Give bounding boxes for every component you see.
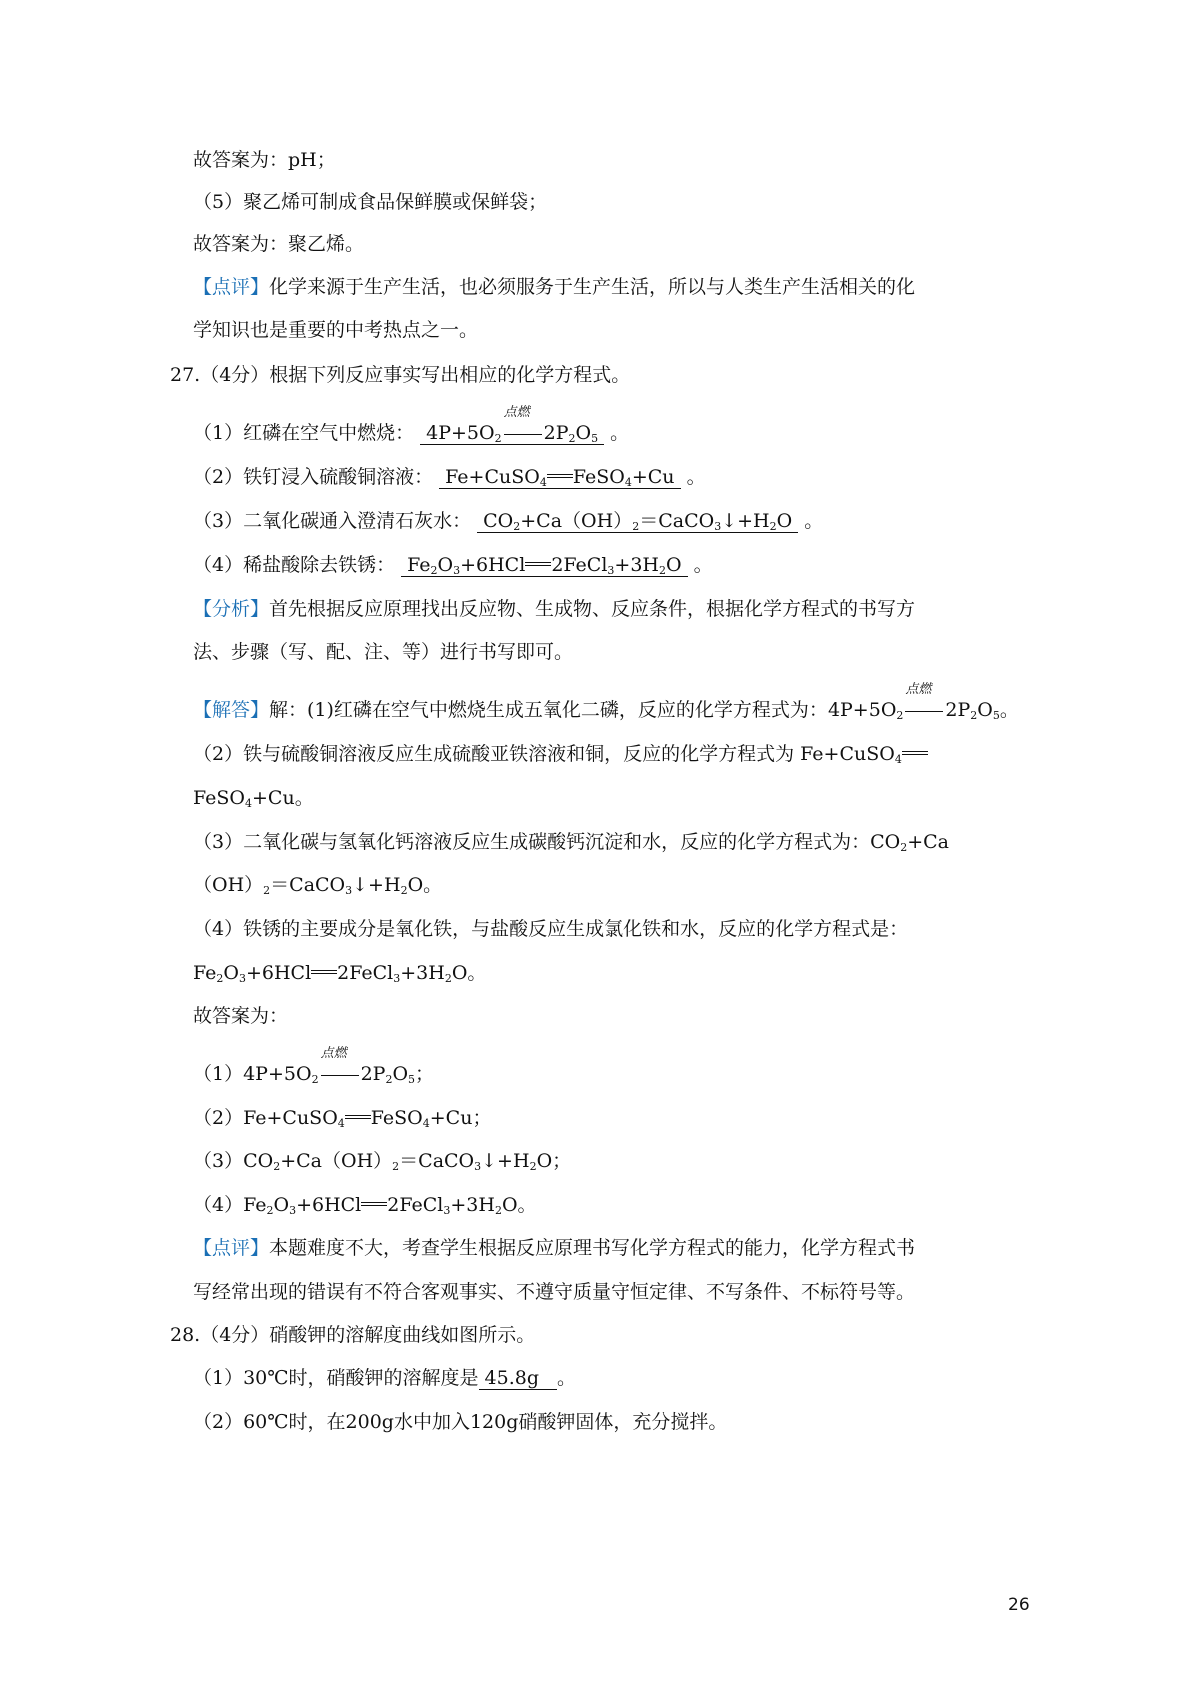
q27-4-answer: $Fe_2O_3+6HCl$ $2FeCl_3+3H_2O$	[401, 554, 687, 577]
question-27: 27.（4分）根据下列反应事实写出相应的化学方程式。	[170, 364, 631, 386]
answer-4: $(4)Fe_2O_3+6HCl$ $2FeCl_3+3H_2O$。	[193, 1194, 537, 1217]
solution-2-cont: FeSO$_4$+Cu。	[193, 787, 314, 810]
answers-head: 故答案为：	[193, 1005, 289, 1027]
comment-2-tag: 【点评】	[193, 1237, 270, 1259]
condition-label: 点燃	[503, 405, 530, 420]
analysis-cont: 法、步骤（写、配、注、等）进行书写即可。	[193, 641, 574, 663]
comment-text: 化学来源于生产生活，也必须服务于生产生活，所以与人类生产生活相关的化	[269, 276, 916, 298]
q28-1-answer: 45.8g	[479, 1367, 557, 1390]
solution-4-cont: $Fe_2O_3+6HCl$ $2FeCl_3+3H_2O$。	[193, 962, 487, 985]
answer-1: $(1)4P+5O_2$ 点燃 $2P_2O_5$；	[193, 1046, 435, 1086]
comment-1-cont: 学知识也是重要的中考热点之一。	[193, 319, 479, 341]
analysis	[193, 597, 915, 621]
solution-3: （3）二氧化碳与氢氧化钙溶液反应生成碳酸钙沉淀和水，反应的化学方程式为：$CO_2+Ca$	[193, 831, 950, 854]
analysis-tag: 【分析】	[193, 598, 270, 620]
comment-1	[193, 275, 915, 299]
solution-tag: 【解答】	[193, 699, 270, 721]
solution-1: 【解答】解：(1)红磷在空气中燃烧生成五氧化二磷，反应的化学方程式为：$4P+5O_2$ 点燃 $2P_2O_5$。	[193, 682, 1019, 722]
solution-4: （4）铁锈的主要成分是氧化铁，与盐酸反应生成氯化铁和水，反应的化学方程式是：	[193, 918, 909, 940]
q27-2-answer: Fe+CuSO$_4$ FeSO$_4$+Cu	[439, 466, 680, 489]
solution-2: （2）铁与硫酸铜溶液反应生成硫酸亚铁溶液和铜，反应的化学方程式为 Fe+CuSO$_4$	[193, 742, 928, 766]
answer-polyethylene: 故答案为：聚乙烯。	[193, 233, 365, 255]
solution-3-cont: $(OH)_2=CaCO_3↓+H_2O$。	[193, 874, 443, 897]
q27-1-answer: $4P+5O_2$ 点燃 $2P_2O_5$	[420, 422, 604, 445]
q27-3-answer: $CO_2+Ca(OH)_2=CaCO_3↓+H_2O$	[477, 510, 798, 533]
q27-2-prefix: （2）铁钉浸入硫酸铜溶液：	[193, 466, 434, 488]
q28-2: （2）60℃时，在200g水中加入120g硝酸钾固体，充分搅拌。	[193, 1411, 728, 1433]
q27-4-prefix: （4）稀盐酸除去铁锈：	[193, 554, 396, 576]
q27-1-prefix: （1）红磷在空气中燃烧：	[193, 422, 415, 444]
answer-ph: 故答案为：pH；	[193, 149, 336, 171]
q5-text: （5）聚乙烯可制成食品保鲜膜或保鲜袋；	[193, 191, 548, 213]
comment-tag: 【点评】	[193, 276, 270, 298]
q27-3: （3）二氧化碳通入澄清石灰水： $CO_2+Ca(OH)_2=CaCO_3↓+H_2O$ 。	[193, 510, 824, 533]
q28-1: （1）30℃时，硝酸钾的溶解度是 45.8g 。	[193, 1367, 577, 1389]
comment-2-text: 本题难度不大，考查学生根据反应原理书写化学方程式的能力，化学方程式书	[269, 1237, 916, 1259]
analysis-text: 首先根据反应原理找出反应物、生成物、反应条件，根据化学方程式的书写方	[269, 598, 916, 620]
answer-2: （2）Fe+CuSO$_4$ FeSO$_4$+Cu；	[193, 1107, 492, 1130]
answer-3: $(3)CO_2+Ca(OH)_2=CaCO_3↓+H_2O$；	[193, 1150, 572, 1173]
q27-2: （2）铁钉浸入硫酸铜溶液： Fe+CuSO$_4$ FeSO$_4$+Cu 。	[193, 466, 706, 489]
q27-1: （1）红磷在空气中燃烧： $4P+5O_2$ 点燃 $2P_2O_5$ 。	[193, 421, 629, 445]
solution-text: 解：(1)红磷在空气中燃烧生成五氧化二磷，反应的化学方程式为：	[269, 699, 828, 721]
q27-4: （4）稀盐酸除去铁锈： $Fe_2O_3+6HCl$ $2FeCl_3+3H_2O$ 。	[193, 554, 713, 577]
page-number: 26	[1008, 1595, 1030, 1615]
q27-3-prefix: （3）二氧化碳通入澄清石灰水：	[193, 510, 472, 532]
question-28: 28.（4分）硝酸钾的溶解度曲线如图所示。	[170, 1324, 536, 1346]
comment-2	[193, 1236, 915, 1260]
comment-2-cont: 写经常出现的错误有不符合客观事实、不遵守质量守恒定律、不写条件、不标符号等。	[193, 1281, 916, 1303]
